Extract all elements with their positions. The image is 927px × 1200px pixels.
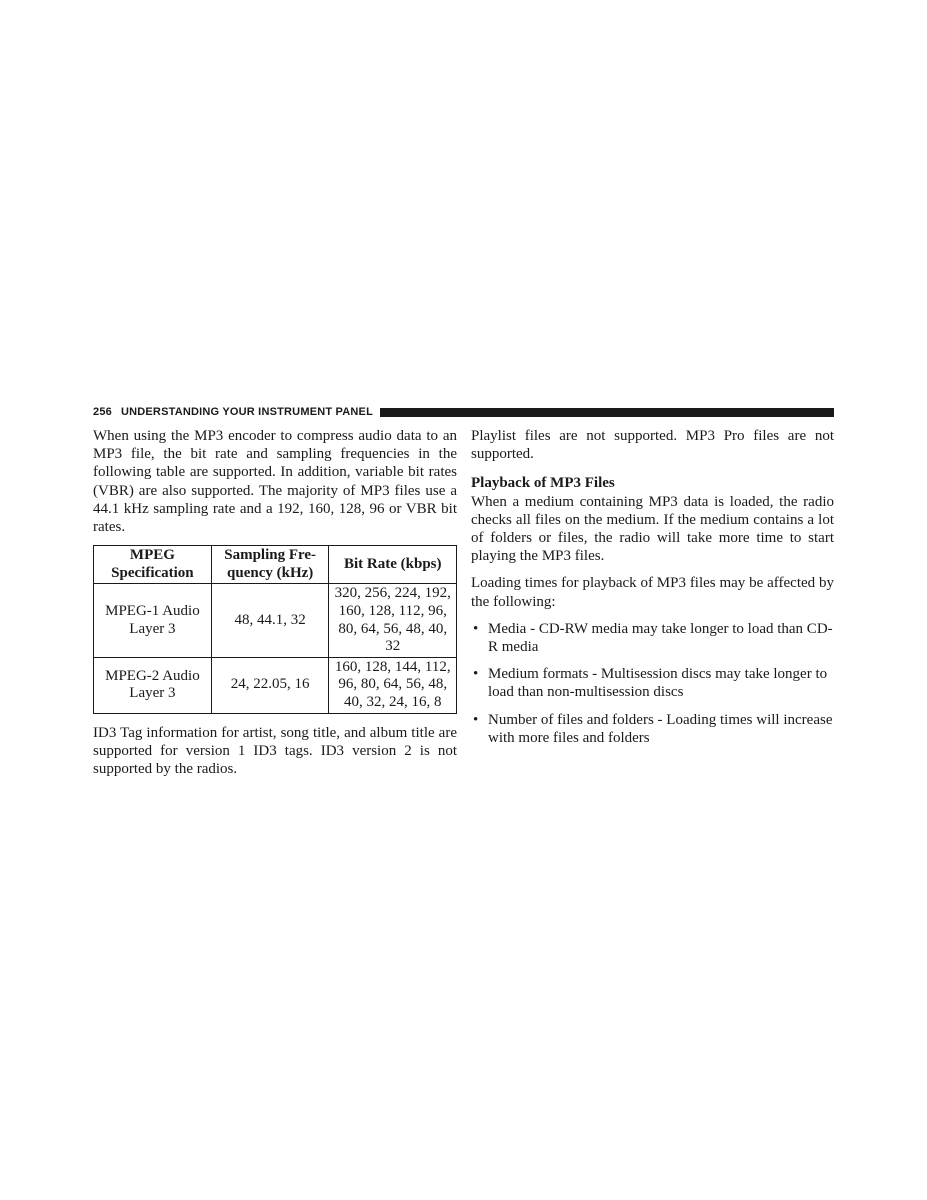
mp3-encoder-paragraph: When using the MP3 encoder to compress audio data to an MP3 file, the bit rate and sampling frequencies in the following table are supported. In addition, variable bit rates (VBR) are also supported. The majority of MP3 files use a 44.1 kHz sampling rate and a 192, 160, 128, 96 or VBR bit rates. (93, 428, 457, 536)
table-header-row (94, 546, 457, 584)
table-row (94, 657, 457, 713)
table-cell: MPEG-2 Audio Layer 3 (94, 657, 212, 713)
table-cell: 48, 44.1, 32 (211, 584, 329, 657)
id3-paragraph: ID3 Tag information for artist, song title, and album title are supported for version 1 ID3 tags. ID3 version 2 is not supported by the radios. (93, 724, 457, 777)
bullet-icon: • (473, 711, 479, 728)
playback-heading: Playback of MP3 Files (471, 475, 615, 492)
list-item (471, 620, 834, 656)
table-header-cell: Sampling Fre-quency (kHz) (211, 546, 329, 584)
list-item (471, 665, 834, 701)
table-row (94, 584, 457, 657)
list-item-text: Number of files and folders - Loading times will increase with more files and folders (488, 711, 833, 746)
list-item-text: Media - CD-RW media may take longer to load than CD-R media (488, 620, 833, 656)
loading-intro-paragraph: Loading times for playback of MP3 files may be affected by the following: (471, 575, 834, 610)
loading-factors-list (471, 620, 834, 747)
bullet-icon: • (473, 666, 479, 683)
left-column (93, 427, 457, 778)
playlist-paragraph: Playlist files are not supported. MP3 Pro files are not supported. (471, 428, 834, 463)
page-number: 256 (93, 406, 112, 418)
table-cell: 24, 22.05, 16 (211, 657, 329, 713)
table-header-cell: MPEG Specification (94, 546, 212, 584)
page-header (93, 405, 834, 419)
table-cell: 160, 128, 144, 112, 96, 80, 64, 56, 48, 40, 32, 24, 16, 8 (329, 657, 457, 713)
list-item (471, 711, 834, 747)
table-cell: MPEG-1 Audio Layer 3 (94, 584, 212, 657)
section-title: UNDERSTANDING YOUR INSTRUMENT PANEL (120, 406, 374, 418)
playback-paragraph: When a medium containing MP3 data is loaded, the radio checks all files on the medium. If the medium contains a lot of folders or files, the radio will take more time to start playing the MP3 files. (471, 493, 834, 565)
header-rule (380, 408, 834, 417)
right-column (471, 427, 834, 756)
table-cell: 320, 256, 224, 192, 160, 128, 112, 96, 80, 64, 56, 48, 40, 32 (329, 584, 457, 657)
table-header-cell: Bit Rate (kbps) (329, 546, 457, 584)
list-item-text: Medium formats - Multisession discs may take longer to load than non-multisession discs (488, 666, 828, 701)
mp3-spec-table (93, 545, 457, 713)
bullet-icon: • (473, 620, 479, 637)
